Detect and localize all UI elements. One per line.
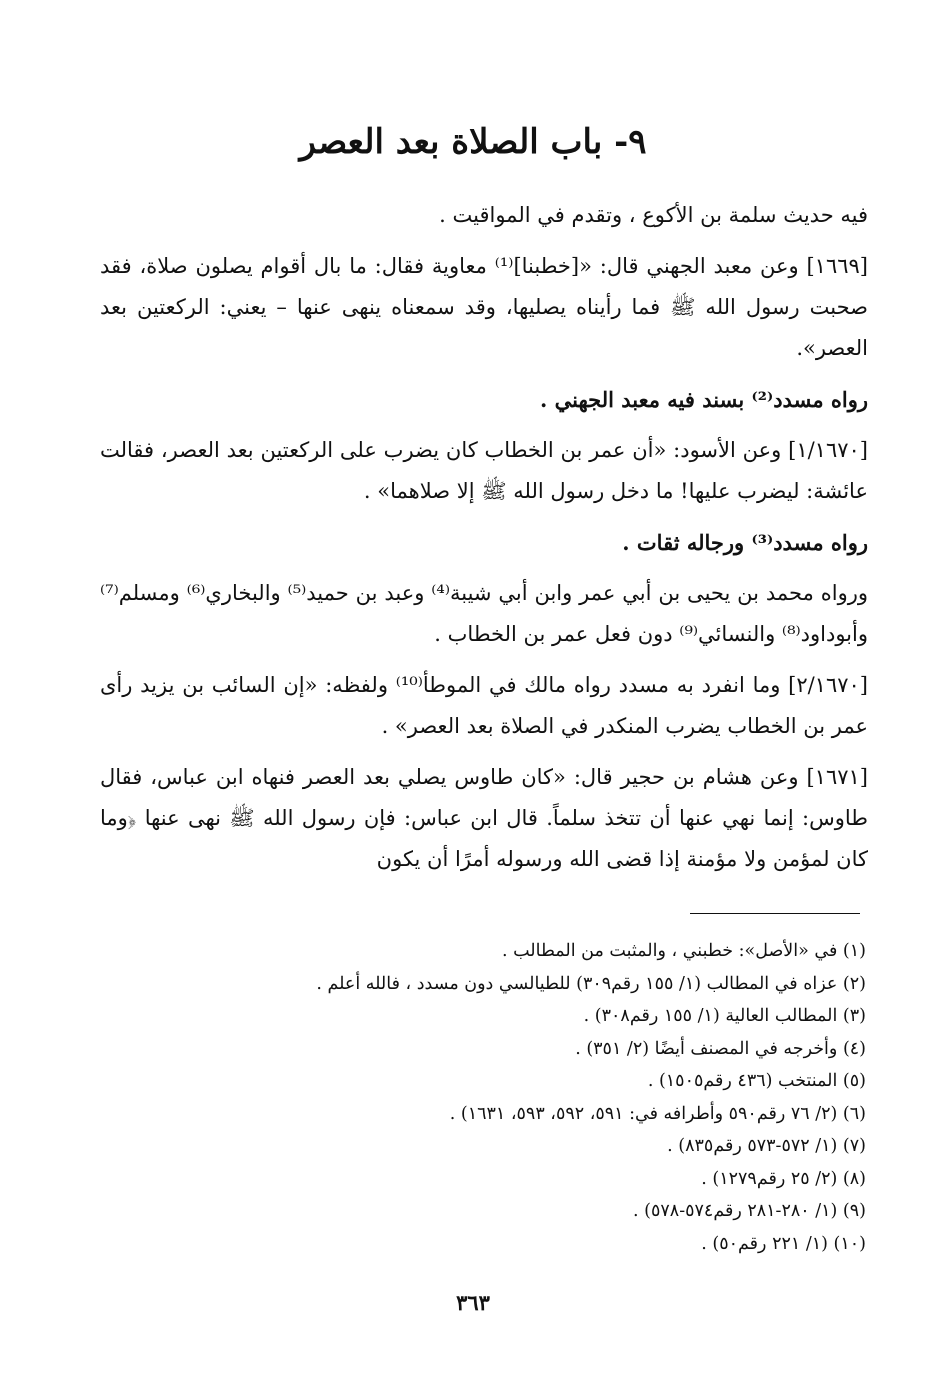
footnote: (٥) المنتخب (٤٣٦ رقم١٥٠٥) .: [647, 1071, 866, 1091]
paragraph-intro: فيه حديث سلمة بن الأكوع ، وتقدم في المواقيت .: [439, 203, 868, 227]
narration-note-3: ورواه محمد بن يحيى بن أبي عمر وابن أبي شيبة⁽⁴⁾ وعبد بن حميد⁽⁵⁾ والبخاري⁽⁶⁾ ومسلم⁽⁷⁾ وأبوداود⁽⁸⁾ والنسائي⁽⁹⁾ دون فعل عمر بن الخطاب .: [100, 581, 868, 646]
footnote: (٧) (١/ ٥٧٢-٥٧٣ رقم٨٣٥) .: [667, 1136, 866, 1156]
footnote: (٢) عزاه في المطالب (١/ ١٥٥ رقم٣٠٩) للطيالسي دون مسدد ، فالله أعلم .: [316, 973, 866, 994]
page-number: ٣٦٣: [456, 1290, 490, 1315]
narration-note-2: رواه مسدد⁽³⁾ ورجاله ثقات .: [622, 530, 868, 555]
footnote: (٦) (٢/ ٧٦ رقم٥٩٠ وأطرافه في: ٥٩١، ٥٩٢، ٥٩٣، ١٦٣١) .: [449, 1103, 866, 1124]
footnote: (٣) المطالب العالية (١/ ١٥٥ رقم٣٠٨) .: [583, 1006, 866, 1026]
footnote: (١٠) (١/ ٢٢١ رقم٥٠) .: [701, 1233, 866, 1254]
narration-note-1: رواه مسدد⁽²⁾ بسند فيه معبد الجهني .: [540, 387, 868, 412]
footnote-separator: [690, 913, 860, 914]
main-text: [100, 195, 868, 880]
hadith-1670-1: [١/١٦٧٠] وعن الأسود: «أن عمر بن الخطاب كان يضرب على الركعتين بعد العصر، فقالت عائشة: ليضرب عليها! ما دخل رسول الله ﷺ إلا صلاهما» .: [100, 438, 868, 503]
footnote: (١) في «الأصل»: خطبني ، والمثبت من المطالب .: [501, 941, 866, 961]
hadith-1671: [١٦٧١] وعن هشام بن حجير قال: «كان طاوس يصلي بعد العصر فنهاه ابن عباس، فقال طاوس: إنما نهي عنها أن تتخذ سلماً. قال ابن عباس: فإن رسول الله ﷺ نهى عنها ﴿وما كان لمؤمن ولا مؤمنة إذا قضى الله ورسوله أمرًا أن يكون: [100, 765, 868, 871]
footnotes: [166, 935, 866, 1260]
hadith-1670-2: [٢/١٦٧٠] وما انفرد به مسدد رواه مالك في الموطأ⁽¹⁰⁾ ولفظه: «إن السائب بن يزيد رأى عمر بن الخطاب يضرب المنكدر في الصلاة بعد العصر» .: [100, 673, 868, 738]
footnote: (٩) (١/ ٢٨٠-٢٨١ رقم٥٧٤-٥٧٨) .: [633, 1201, 866, 1221]
chapter-heading: ٩- باب الصلاة بعد العصر: [299, 122, 647, 162]
footnote: (٨) (٢/ ٢٥ رقم١٢٧٩) .: [701, 1168, 866, 1189]
footnote: (٤) وأخرجه في المصنف أيضًا (٢/ ٣٥١) .: [575, 1038, 866, 1059]
hadith-1669: [١٦٦٩] وعن معبد الجهني قال: «[خطبنا]⁽¹⁾ معاوية فقال: ما بال أقوام يصلون صلاة، فقد صحبت رسول الله ﷺ فما رأيناه يصليها، وقد سمعناه ينهى عنها – يعني: الركعتين بعد العصر».: [100, 254, 868, 360]
